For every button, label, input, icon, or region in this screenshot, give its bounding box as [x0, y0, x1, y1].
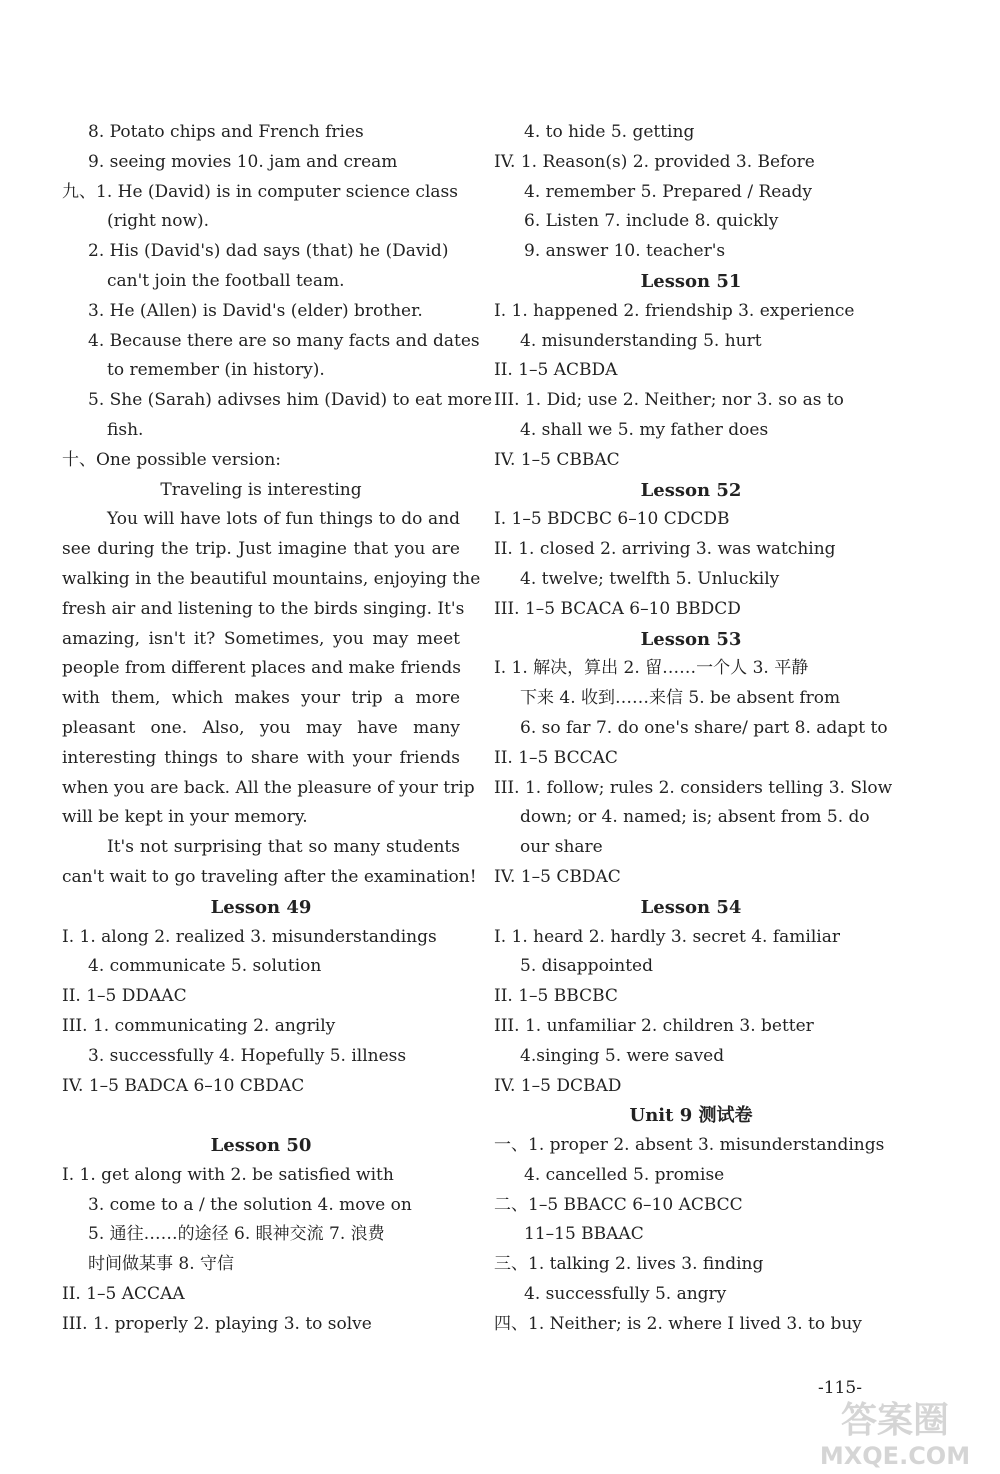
- answer-line: II. 1. closed 2. arriving 3. was watching: [494, 539, 836, 560]
- answer-line: with them, which makes your trip a more: [62, 688, 460, 709]
- answer-line: (right now).: [107, 211, 210, 232]
- answer-line: I. 1–5 BDCBC 6–10 CDCDB: [494, 509, 730, 530]
- answer-line: 5. She (Sarah) adivses him (David) to eat more: [88, 390, 493, 411]
- answer-line: II. 1–5 BBCBC: [494, 986, 618, 1007]
- answer-line: 3. successfully 4. Hopefully 5. illness: [88, 1045, 407, 1066]
- answer-line: It's not surprising that so many students: [107, 837, 460, 858]
- section-heading: Lesson 50: [210, 1135, 312, 1157]
- answer-line: 十、One possible version:: [62, 449, 281, 470]
- answer-line: 4. shall we 5. my father does: [520, 419, 769, 440]
- left-column: [62, 118, 493, 1340]
- answer-line: IV. 1–5 CBBAC: [494, 449, 620, 470]
- answer-line: [62, 1101, 460, 1131]
- answer-line: pleasant one. Also, you may have many: [62, 717, 460, 738]
- answer-line: I. 1. along 2. realized 3. misunderstandings: [62, 926, 437, 947]
- section-heading: Lesson 53: [640, 628, 742, 650]
- answer-line: 4. cancelled 5. promise: [524, 1164, 725, 1185]
- answer-line: IV. 1. Reason(s) 2. provided 3. Before: [494, 151, 815, 172]
- page-number: -115-: [818, 1378, 862, 1398]
- section-heading: Unit 9 测试卷: [629, 1105, 753, 1127]
- answer-line: 4. communicate 5. solution: [88, 956, 322, 977]
- answer-line: see during the trip. Just imagine that you are: [62, 539, 460, 560]
- answer-line: You will have lots of fun things to do and: [107, 509, 460, 530]
- answer-line: 9. answer 10. teacher's: [524, 241, 726, 262]
- answer-line: III. 1. unfamiliar 2. children 3. better: [494, 1015, 814, 1036]
- answer-line: 时间做某事 8. 守信: [88, 1254, 235, 1275]
- section-heading: Lesson 51: [640, 270, 742, 292]
- answer-line: 二、1–5 BBACC 6–10 ACBCC: [494, 1194, 743, 1215]
- answer-line: fresh air and listening to the birds singing. It's: [62, 598, 465, 619]
- answer-line: 一、1. proper 2. absent 3. misunderstandings: [494, 1135, 885, 1156]
- answer-line: 8. Potato chips and French fries: [88, 122, 364, 142]
- answer-line: 6. so far 7. do one's share/ part 8. adapt to: [520, 717, 888, 738]
- answer-line: II. 1–5 ACBDA: [494, 360, 618, 381]
- answer-line: IV. 1–5 CBDAC: [494, 866, 621, 887]
- answer-line: IV. 1–5 DCBAD: [494, 1075, 622, 1096]
- answer-line: can't join the football team.: [107, 270, 345, 291]
- section-heading: Lesson 49: [210, 896, 312, 918]
- watermark-text-top: 答案圈: [840, 1400, 950, 1441]
- answer-line: II. 1–5 DDAAC: [62, 986, 187, 1007]
- answer-line: 3. come to a / the solution 4. move on: [88, 1194, 412, 1215]
- answer-line: 5. 通往……的途径 6. 眼神交流 7. 浪费: [88, 1224, 385, 1245]
- section-heading: Lesson 54: [640, 896, 742, 918]
- answer-line: interesting things to share with your friends: [62, 747, 460, 768]
- answer-line: Traveling is interesting: [160, 479, 362, 500]
- answer-line: when you are back. All the pleasure of your trip: [62, 777, 475, 798]
- answer-line: III. 1. follow; rules 2. considers telling 3. Slow: [494, 777, 893, 798]
- answer-line: fish.: [107, 419, 144, 440]
- answer-line: 11–15 BBAAC: [524, 1224, 644, 1245]
- answer-line: to remember (in history).: [107, 360, 325, 381]
- answer-line: 4. misunderstanding 5. hurt: [520, 330, 762, 351]
- answer-line: 4. Because there are so many facts and dates: [88, 330, 480, 351]
- answer-line: 三、1. talking 2. lives 3. finding: [494, 1254, 764, 1275]
- answer-line: I. 1. heard 2. hardly 3. secret 4. familiar: [494, 926, 840, 947]
- answer-line: 9. seeing movies 10. jam and cream: [88, 151, 398, 172]
- answer-line: 6. Listen 7. include 8. quickly: [524, 211, 779, 232]
- answer-line: IV. 1–5 BADCA 6–10 CBDAC: [62, 1075, 305, 1096]
- answer-line: II. 1–5 ACCAA: [62, 1284, 185, 1305]
- answer-line: 4. remember 5. Prepared / Ready: [524, 181, 812, 202]
- answer-line: 九、1. He (David) is in computer science class: [62, 181, 458, 202]
- answer-line: 下来 4. 收到……来信 5. be absent from: [520, 688, 841, 709]
- answer-line: 3. He (Allen) is David's (elder) brother.: [88, 300, 423, 321]
- answer-line: people from different places and make friends: [62, 658, 461, 679]
- answer-line: can't wait to go traveling after the examination!: [62, 866, 477, 887]
- answer-line: III. 1–5 BCACA 6–10 BBDCD: [494, 598, 741, 619]
- answer-line: II. 1–5 BCCAC: [494, 747, 618, 768]
- answer-line: I. 1. get along with 2. be satisfied with: [62, 1164, 394, 1185]
- answer-line: will be kept in your memory.: [62, 807, 308, 828]
- answer-line: I. 1. 解决，算出 2. 留……一个人 3. 平静: [494, 658, 809, 679]
- answer-line: III. 1. properly 2. playing 3. to solve: [62, 1313, 372, 1334]
- answer-line: amazing, isn't it? Sometimes, you may meet: [62, 628, 460, 649]
- right-column: [494, 118, 893, 1340]
- watermark-text-bottom: MXQE.COM: [819, 1442, 971, 1470]
- answer-line: 4.singing 5. were saved: [520, 1045, 725, 1066]
- answer-line: 5. disappointed: [520, 956, 653, 977]
- answer-line: down; or 4. named; is; absent from 5. do: [520, 807, 870, 828]
- answer-line: III. 1. Did; use 2. Neither; nor 3. so as to: [494, 390, 844, 411]
- answer-line: 4. successfully 5. angry: [524, 1284, 727, 1305]
- watermark-logo: [800, 1392, 990, 1472]
- answer-line: our share: [520, 837, 603, 858]
- answer-line: walking in the beautiful mountains, enjoying the: [62, 568, 481, 589]
- answer-line: I. 1. happened 2. friendship 3. experience: [494, 300, 855, 321]
- answer-line: 4. twelve; twelfth 5. Unluckily: [520, 568, 780, 589]
- answer-line: III. 1. communicating 2. angrily: [62, 1015, 336, 1036]
- section-heading: Lesson 52: [640, 479, 742, 501]
- answer-line: 4. to hide 5. getting: [524, 122, 695, 142]
- answer-line: 四、1. Neither; is 2. where I lived 3. to buy: [494, 1313, 862, 1334]
- answer-line: 2. His (David's) dad says (that) he (David): [88, 241, 449, 262]
